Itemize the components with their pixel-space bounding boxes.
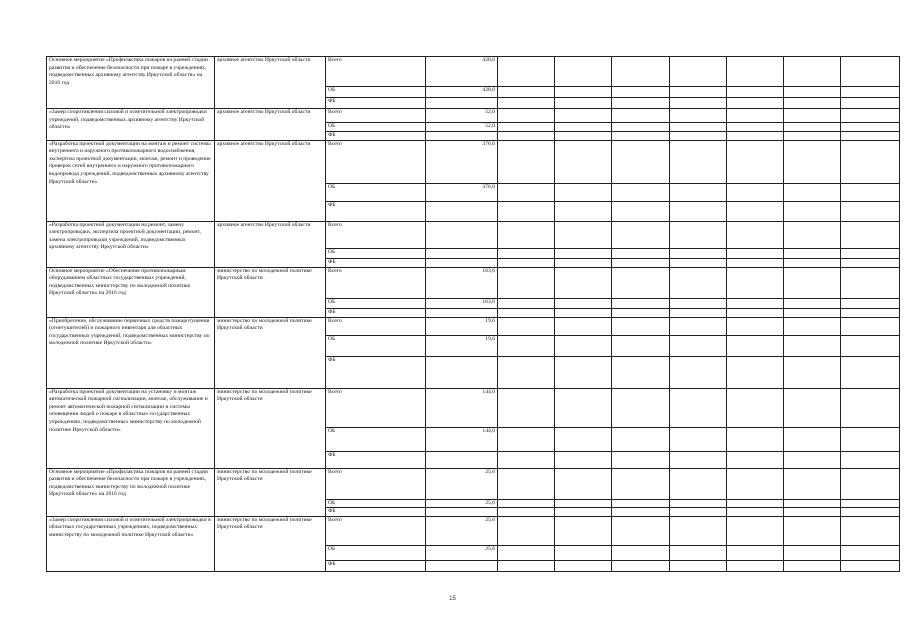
funding-source-cell: ОБ: [326, 248, 426, 258]
funding-source-cell: ОБ: [326, 87, 426, 98]
empty-year-cell: [841, 317, 900, 335]
empty-year-cell: [670, 123, 727, 132]
funding-source-cell: ОБ: [326, 183, 426, 201]
empty-year-cell: [727, 427, 784, 451]
empty-year-cell: [784, 98, 841, 109]
table-row: [47, 388, 900, 427]
funding-source-cell: ФБ: [326, 258, 426, 267]
empty-year-cell: [612, 508, 670, 517]
empty-year-cell: [727, 508, 784, 517]
table-row: [47, 221, 900, 248]
empty-year-cell: [670, 560, 727, 571]
empty-year-cell: [670, 258, 727, 267]
empty-year-cell: [727, 258, 784, 267]
empty-year-cell: [841, 427, 900, 451]
empty-year-cell: [498, 335, 555, 356]
empty-year-cell: [670, 427, 727, 451]
amount-cell: 376,0: [426, 183, 498, 201]
empty-year-cell: [670, 98, 727, 109]
empty-year-cell: [727, 109, 784, 123]
table-row: [47, 468, 900, 499]
empty-year-cell: [784, 468, 841, 499]
measure-name-cell: Основное мероприятие «Обеспечение противопожарным оборудованием областных государственных учреждений, подведомственных министерству по молодежной политике Иркутской области» на 2016 год: [47, 267, 215, 317]
empty-year-cell: [841, 508, 900, 517]
empty-year-cell: [612, 57, 670, 87]
empty-year-cell: [670, 356, 727, 388]
empty-year-cell: [727, 298, 784, 308]
empty-year-cell: [784, 109, 841, 123]
empty-year-cell: [670, 267, 727, 298]
measure-name-cell: «Замер сопротивления силовой и осветительной электропроводки в областных государственных учреждениях, подведомственных министерству по молодежной политике Иркутской области»: [47, 516, 215, 571]
executor-cell: архивное агентство Иркутской области: [215, 57, 326, 109]
empty-year-cell: [612, 201, 670, 221]
empty-year-cell: [612, 545, 670, 560]
empty-year-cell: [670, 545, 727, 560]
empty-year-cell: [498, 317, 555, 335]
empty-year-cell: [612, 560, 670, 571]
amount-cell: 376,0: [426, 140, 498, 183]
empty-year-cell: [670, 248, 727, 258]
empty-year-cell: [498, 183, 555, 201]
empty-year-cell: [784, 248, 841, 258]
empty-year-cell: [498, 298, 555, 308]
empty-year-cell: [841, 109, 900, 123]
executor-cell: министерство по молодежной политике Иркутской области: [215, 388, 326, 468]
funding-source-cell: Всего: [326, 516, 426, 545]
empty-year-cell: [784, 317, 841, 335]
empty-year-cell: [727, 451, 784, 468]
empty-year-cell: [498, 57, 555, 87]
empty-year-cell: [670, 468, 727, 499]
funding-source-cell: ФБ: [326, 131, 426, 140]
funding-source-cell: Всего: [326, 221, 426, 248]
budget-table: [46, 56, 900, 572]
empty-year-cell: [555, 87, 612, 98]
empty-year-cell: [498, 388, 555, 427]
empty-year-cell: [612, 109, 670, 123]
funding-source-cell: ОБ: [326, 298, 426, 308]
empty-year-cell: [555, 183, 612, 201]
empty-year-cell: [555, 98, 612, 109]
measure-name-cell: «Разработка проектной документации на установку и монтаж автоматической пожарной сигнализации, монтаж, обслуживание и ремонт автоматической пожарной сигнализации и системы оповещения людей о пожаре в областных государственных учреждениях, подведомственных министерству по молодежной политике Иркутской области»: [47, 388, 215, 468]
amount-cell: 25,6: [426, 499, 498, 508]
empty-year-cell: [670, 131, 727, 140]
empty-year-cell: [670, 183, 727, 201]
empty-year-cell: [555, 221, 612, 248]
empty-year-cell: [841, 335, 900, 356]
amount-cell: [426, 508, 498, 517]
empty-year-cell: [555, 356, 612, 388]
empty-year-cell: [670, 109, 727, 123]
empty-year-cell: [727, 140, 784, 183]
empty-year-cell: [784, 508, 841, 517]
executor-cell: министерство по молодежной политике Иркутской области: [215, 317, 326, 388]
amount-cell: [426, 560, 498, 571]
empty-year-cell: [841, 451, 900, 468]
empty-year-cell: [612, 388, 670, 427]
empty-year-cell: [841, 298, 900, 308]
table-row: [47, 516, 900, 545]
empty-year-cell: [784, 258, 841, 267]
empty-year-cell: [841, 131, 900, 140]
empty-year-cell: [727, 317, 784, 335]
empty-year-cell: [727, 545, 784, 560]
empty-year-cell: [555, 201, 612, 221]
empty-year-cell: [612, 516, 670, 545]
empty-year-cell: [612, 267, 670, 298]
amount-cell: 144,0: [426, 427, 498, 451]
empty-year-cell: [612, 468, 670, 499]
empty-year-cell: [612, 140, 670, 183]
empty-year-cell: [784, 123, 841, 132]
empty-year-cell: [784, 427, 841, 451]
empty-year-cell: [784, 560, 841, 571]
executor-cell: министерство по молодежной политике Иркутской области: [215, 267, 326, 317]
funding-source-cell: ОБ: [326, 499, 426, 508]
empty-year-cell: [841, 499, 900, 508]
empty-year-cell: [784, 545, 841, 560]
funding-source-cell: Всего: [326, 468, 426, 499]
empty-year-cell: [498, 109, 555, 123]
empty-year-cell: [727, 201, 784, 221]
empty-year-cell: [612, 87, 670, 98]
empty-year-cell: [841, 140, 900, 183]
empty-year-cell: [555, 468, 612, 499]
table-row: [47, 267, 900, 298]
empty-year-cell: [498, 140, 555, 183]
table-row: [47, 140, 900, 183]
empty-year-cell: [727, 388, 784, 427]
empty-year-cell: [555, 123, 612, 132]
funding-source-cell: ФБ: [326, 560, 426, 571]
empty-year-cell: [670, 317, 727, 335]
empty-year-cell: [784, 335, 841, 356]
empty-year-cell: [784, 183, 841, 201]
measure-name-cell: «Приобретение, обслуживание первичных средств пожаротушения (огнетушителей) и пожарного инвентаря для областных государственных учреждений, подведомственных министерству по молодежной политике Иркутской области»: [47, 317, 215, 388]
empty-year-cell: [670, 516, 727, 545]
funding-source-cell: Всего: [326, 109, 426, 123]
empty-year-cell: [841, 267, 900, 298]
empty-year-cell: [727, 308, 784, 317]
amount-cell: 19,6: [426, 335, 498, 356]
empty-year-cell: [555, 508, 612, 517]
empty-year-cell: [841, 87, 900, 98]
empty-year-cell: [498, 468, 555, 499]
empty-year-cell: [498, 123, 555, 132]
amount-cell: [426, 308, 498, 317]
empty-year-cell: [784, 356, 841, 388]
amount-cell: 52,0: [426, 123, 498, 132]
empty-year-cell: [612, 131, 670, 140]
table-row: [47, 317, 900, 335]
measure-name-cell: «Разработка проектной документации на ремонт, замену электропроводки, экспертиза проектной документации, ремонт, замена электропроводки учреждений, подведомственных архивному агентству Иркутской области»: [47, 221, 215, 267]
empty-year-cell: [555, 140, 612, 183]
empty-year-cell: [670, 298, 727, 308]
executor-cell: архивное агентство Иркутской области: [215, 109, 326, 141]
funding-source-cell: ФБ: [326, 201, 426, 221]
empty-year-cell: [727, 131, 784, 140]
empty-year-cell: [555, 131, 612, 140]
empty-year-cell: [841, 123, 900, 132]
empty-year-cell: [670, 308, 727, 317]
amount-cell: 25,6: [426, 516, 498, 545]
empty-year-cell: [555, 308, 612, 317]
amount-cell: 25,6: [426, 468, 498, 499]
executor-cell: министерство по молодежной политике Иркутской области: [215, 516, 326, 571]
funding-source-cell: ФБ: [326, 308, 426, 317]
measure-name-cell: Основное мероприятие «Профилактика пожаров на ранней стадии развития и обеспечение безопасности при пожаре в учреждениях, подведомственных архивному агентству Иркутской области» на 2016 год: [47, 57, 215, 109]
empty-year-cell: [784, 388, 841, 427]
empty-year-cell: [555, 109, 612, 123]
empty-year-cell: [498, 221, 555, 248]
empty-year-cell: [784, 267, 841, 298]
empty-year-cell: [670, 140, 727, 183]
amount-cell: [426, 221, 498, 248]
empty-year-cell: [784, 57, 841, 87]
funding-source-cell: Всего: [326, 267, 426, 298]
table-row: [47, 109, 900, 123]
funding-source-cell: Всего: [326, 140, 426, 183]
empty-year-cell: [555, 451, 612, 468]
empty-year-cell: [555, 317, 612, 335]
amount-cell: [426, 131, 498, 140]
empty-year-cell: [784, 499, 841, 508]
funding-source-cell: ОБ: [326, 123, 426, 132]
empty-year-cell: [841, 98, 900, 109]
amount-cell: 25,6: [426, 545, 498, 560]
empty-year-cell: [784, 451, 841, 468]
empty-year-cell: [612, 258, 670, 267]
empty-year-cell: [727, 356, 784, 388]
measure-name-cell: «Замер сопротивления силовой и осветительной электропроводки учреждений, подведомственных архивному агентству Иркутской области»: [47, 109, 215, 141]
funding-source-cell: ФБ: [326, 356, 426, 388]
empty-year-cell: [784, 87, 841, 98]
empty-year-cell: [612, 308, 670, 317]
funding-source-cell: ОБ: [326, 427, 426, 451]
empty-year-cell: [612, 427, 670, 451]
empty-year-cell: [670, 451, 727, 468]
empty-year-cell: [498, 499, 555, 508]
budget-table-sheet: [46, 56, 900, 572]
empty-year-cell: [727, 516, 784, 545]
measure-name-cell: Основное мероприятие «Профилактика пожаров на ранней стадии развития и обеспечение безопасности при пожаре в учреждениях, подведомственных министерству по молодежной политике Иркутской области» на 2016 год: [47, 468, 215, 516]
empty-year-cell: [555, 427, 612, 451]
empty-year-cell: [498, 131, 555, 140]
empty-year-cell: [612, 356, 670, 388]
amount-cell: [426, 98, 498, 109]
empty-year-cell: [784, 131, 841, 140]
amount-cell: [426, 258, 498, 267]
empty-year-cell: [498, 545, 555, 560]
empty-year-cell: [841, 560, 900, 571]
empty-year-cell: [555, 57, 612, 87]
amount-cell: 428,0: [426, 57, 498, 87]
empty-year-cell: [727, 183, 784, 201]
empty-year-cell: [498, 508, 555, 517]
funding-source-cell: Всего: [326, 388, 426, 427]
empty-year-cell: [498, 248, 555, 258]
empty-year-cell: [555, 258, 612, 267]
executor-cell: министерство по молодежной политике Иркутской области: [215, 468, 326, 516]
amount-cell: 52,0: [426, 109, 498, 123]
empty-year-cell: [670, 335, 727, 356]
empty-year-cell: [498, 516, 555, 545]
amount-cell: [426, 201, 498, 221]
empty-year-cell: [841, 308, 900, 317]
executor-cell: архивное агентство Иркутской области: [215, 140, 326, 221]
empty-year-cell: [498, 267, 555, 298]
table-body: [47, 57, 900, 572]
empty-year-cell: [555, 298, 612, 308]
empty-year-cell: [555, 267, 612, 298]
empty-year-cell: [612, 183, 670, 201]
amount-cell: 163,6: [426, 267, 498, 298]
funding-source-cell: ФБ: [326, 508, 426, 517]
empty-year-cell: [555, 516, 612, 545]
empty-year-cell: [841, 201, 900, 221]
amount-cell: [426, 356, 498, 388]
empty-year-cell: [727, 98, 784, 109]
empty-year-cell: [841, 388, 900, 427]
executor-cell: архивное агентство Иркутской области: [215, 221, 326, 267]
empty-year-cell: [727, 221, 784, 248]
empty-year-cell: [498, 258, 555, 267]
amount-cell: 19,6: [426, 317, 498, 335]
table-row: [47, 57, 900, 87]
funding-source-cell: ОБ: [326, 335, 426, 356]
empty-year-cell: [670, 57, 727, 87]
page-number: 15: [449, 596, 456, 602]
empty-year-cell: [612, 98, 670, 109]
empty-year-cell: [612, 317, 670, 335]
empty-year-cell: [555, 545, 612, 560]
empty-year-cell: [841, 356, 900, 388]
empty-year-cell: [612, 221, 670, 248]
empty-year-cell: [612, 123, 670, 132]
empty-year-cell: [727, 123, 784, 132]
empty-year-cell: [727, 468, 784, 499]
amount-cell: 163,6: [426, 298, 498, 308]
empty-year-cell: [841, 248, 900, 258]
amount-cell: [426, 451, 498, 468]
funding-source-cell: ОБ: [326, 545, 426, 560]
empty-year-cell: [727, 499, 784, 508]
empty-year-cell: [670, 388, 727, 427]
funding-source-cell: ФБ: [326, 98, 426, 109]
empty-year-cell: [555, 560, 612, 571]
empty-year-cell: [498, 201, 555, 221]
empty-year-cell: [841, 221, 900, 248]
empty-year-cell: [498, 87, 555, 98]
empty-year-cell: [727, 57, 784, 87]
amount-cell: 428,0: [426, 87, 498, 98]
empty-year-cell: [498, 308, 555, 317]
empty-year-cell: [841, 258, 900, 267]
empty-year-cell: [612, 451, 670, 468]
empty-year-cell: [670, 508, 727, 517]
empty-year-cell: [784, 298, 841, 308]
empty-year-cell: [555, 248, 612, 258]
empty-year-cell: [727, 248, 784, 258]
empty-year-cell: [841, 468, 900, 499]
empty-year-cell: [841, 57, 900, 87]
empty-year-cell: [841, 516, 900, 545]
empty-year-cell: [670, 87, 727, 98]
empty-year-cell: [784, 221, 841, 248]
empty-year-cell: [498, 356, 555, 388]
empty-year-cell: [670, 201, 727, 221]
amount-cell: 144,0: [426, 388, 498, 427]
empty-year-cell: [612, 248, 670, 258]
funding-source-cell: Всего: [326, 317, 426, 335]
empty-year-cell: [727, 87, 784, 98]
empty-year-cell: [555, 335, 612, 356]
empty-year-cell: [727, 267, 784, 298]
empty-year-cell: [670, 221, 727, 248]
empty-year-cell: [784, 201, 841, 221]
empty-year-cell: [498, 427, 555, 451]
empty-year-cell: [498, 451, 555, 468]
empty-year-cell: [841, 183, 900, 201]
measure-name-cell: «Разработка проектной документации на монтаж и ремонт системы внутреннего и наружного противопожарного водоснабжения, экспертиза проектной документации, монтаж, ремонт и проведение проверок сетей внутреннего и наружного противопожарного водопровода учреждений, подведомственных архивному агентству Иркутской области»: [47, 140, 215, 221]
empty-year-cell: [612, 298, 670, 308]
empty-year-cell: [670, 499, 727, 508]
empty-year-cell: [727, 560, 784, 571]
empty-year-cell: [555, 388, 612, 427]
empty-year-cell: [612, 499, 670, 508]
empty-year-cell: [841, 545, 900, 560]
empty-year-cell: [727, 335, 784, 356]
empty-year-cell: [498, 98, 555, 109]
empty-year-cell: [498, 560, 555, 571]
empty-year-cell: [784, 140, 841, 183]
empty-year-cell: [555, 499, 612, 508]
funding-source-cell: Всего: [326, 57, 426, 87]
empty-year-cell: [612, 335, 670, 356]
empty-year-cell: [784, 516, 841, 545]
amount-cell: [426, 248, 498, 258]
funding-source-cell: ФБ: [326, 451, 426, 468]
empty-year-cell: [784, 308, 841, 317]
